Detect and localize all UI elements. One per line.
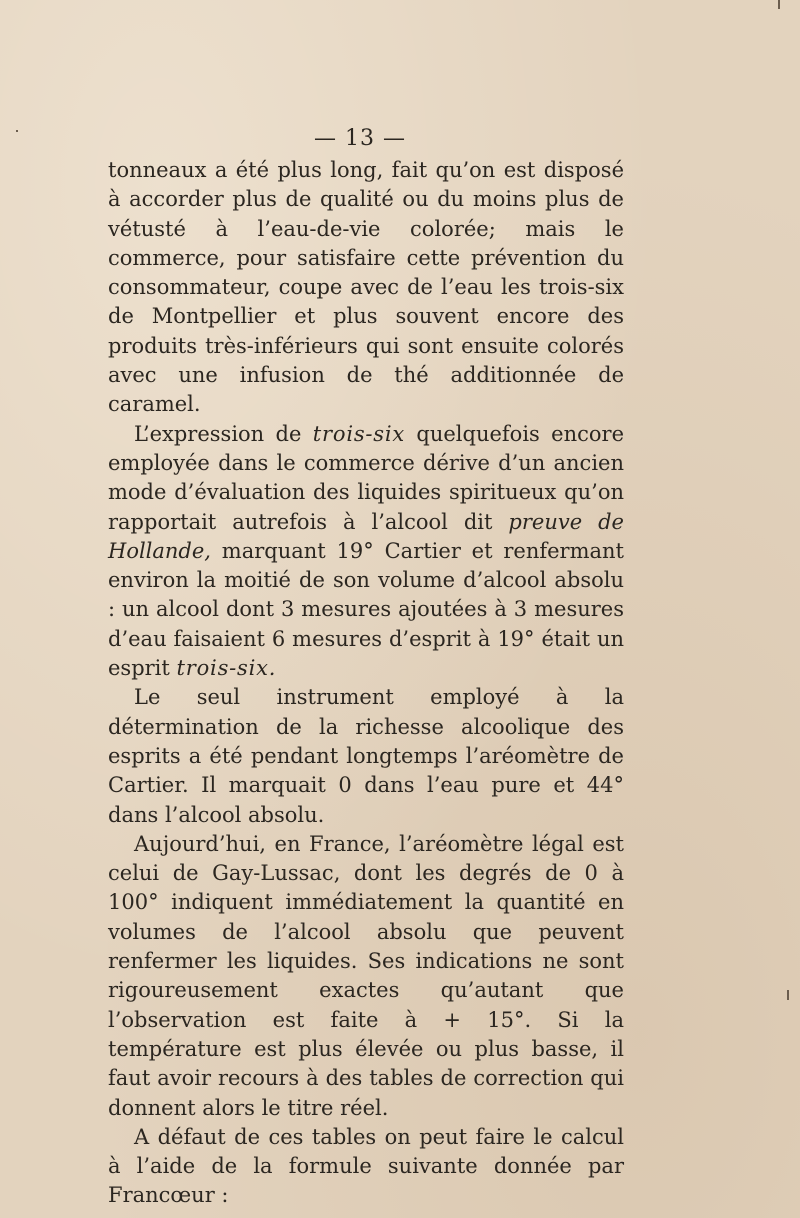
text-segment: L’expression de: [134, 421, 313, 446]
text-segment: Aujourd’hui, en France, l’aréomètre légal est celui de Gay-Lussac, dont les degrés de 0 à 100° indiquent immédiatement la quantité en volumes de l’alcool absolu que peuvent renfermer les liquides. Ses indications ne sont rigoureusement exactes qu’autant que l’observation est faite à + 15°. Si la température est plus élevée ou plus basse, il faut avoir recours à des tables de correction qui donnent alors le titre réel.: [108, 831, 624, 1120]
paper-speck: [787, 990, 789, 1000]
text-segment: marquant 19° Cartier et renfermant environ la moitié de son volume d’alcool absolu : un alcool dont 3 mesures ajoutées à 3 mesures d’eau faisaient 6 mesures d’esprit à 19° était un esprit: [108, 538, 624, 681]
italic-term: trois-six.: [176, 656, 277, 681]
body-text: [108, 156, 624, 1211]
text-segment: tonneaux a été plus long, fait qu’on est disposé à accorder plus de qualité ou du moins plus de vétusté à l’eau-de-vie colorée; mais le commerce, pour satisfaire cette prévention du consommateur, coupe avec de l’eau les trois-six de Montpellier et plus souvent encore des produits très-inférieurs qui sont ensuite colorés avec une infusion de thé additionnée de caramel.: [108, 158, 624, 417]
paragraph-4: [108, 830, 624, 1123]
paragraph-5: [108, 1123, 624, 1211]
text-segment: A défaut de ces tables on peut faire le calcul à l’aide de la formule suivante donnée par Francœur :: [108, 1124, 624, 1208]
paragraph-2: [108, 420, 624, 684]
paragraph-3: [108, 683, 624, 829]
italic-term: preuve de Hollande,: [108, 509, 624, 563]
paragraph-1: [108, 156, 624, 420]
text-segment: quelquefois encore employée dans le commerce dérive d’un ancien mode d’évaluation des liquides spiritueux qu’on rapportait autrefois à l’alcool dit: [108, 421, 624, 534]
paper-speck: [16, 130, 18, 132]
text-segment: Le seul instrument employé à la détermination de la richesse alcoolique des esprits a été pendant longtemps l’aréomètre de Cartier. Il marquait 0 dans l’eau pure et 44° dans l’alcool absolu.: [108, 685, 624, 827]
paper-speck: [778, 0, 780, 9]
italic-term: trois-six: [312, 421, 406, 446]
page-number: — 13 —: [314, 126, 406, 151]
